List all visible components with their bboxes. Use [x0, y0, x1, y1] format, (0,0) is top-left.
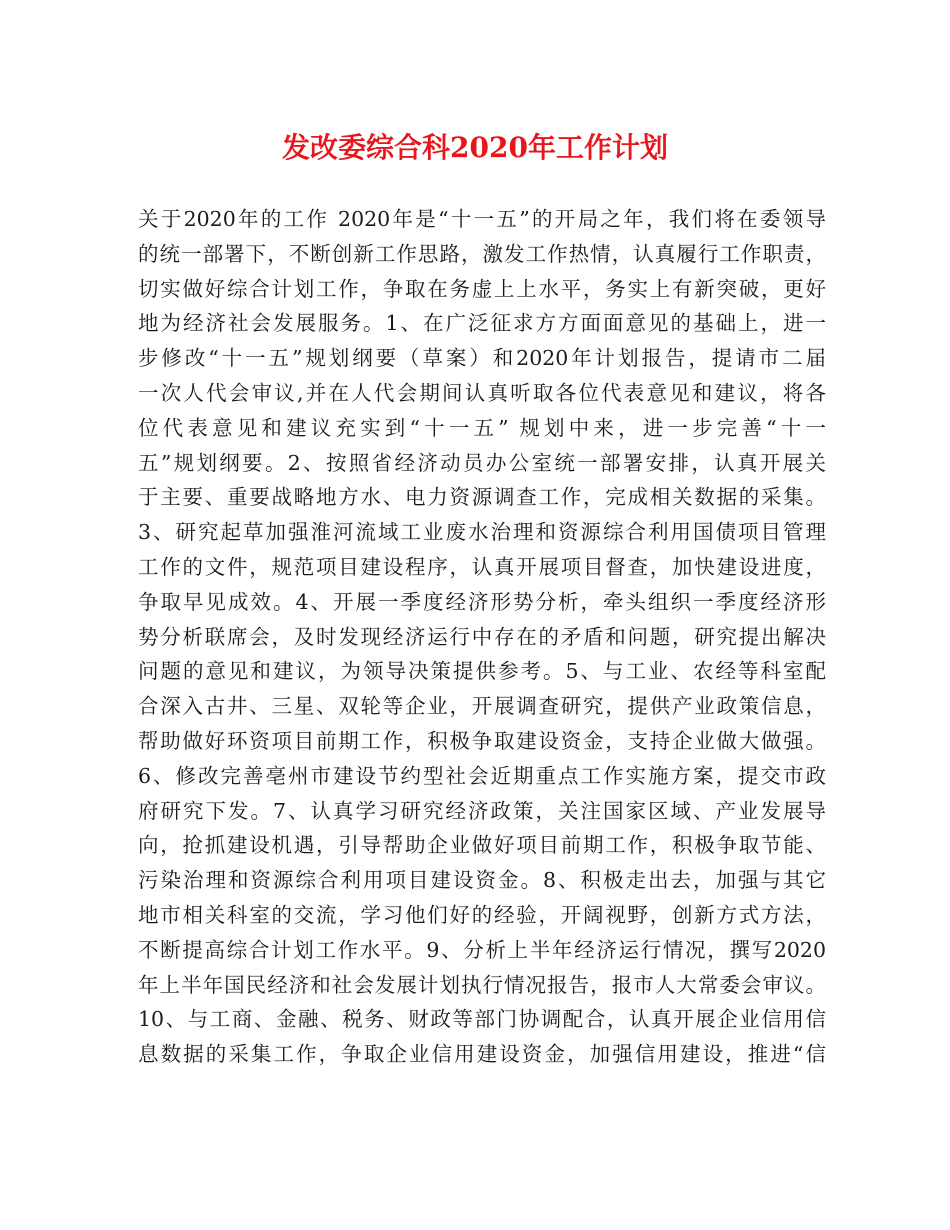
body-text-line: 息数据的采集工作，争取企业信用建设资金，加强信用建设，推进“信: [138, 1042, 826, 1067]
body-text-line: 地为经济社会发展服务。1、在广泛征求方方面面意见的基础上，进一: [138, 311, 826, 336]
body-text-line: 地市相关科室的交流，学习他们好的经验，开阔视野，创新方式方法，: [138, 902, 826, 927]
body-text-line: 的统一部署下，不断创新工作思路，激发工作热情，认真履行工作职责，: [138, 241, 826, 266]
body-text-line: 步修改“十一五”规划纲要（草案）和2020年计划报告，提请市二届: [138, 346, 826, 371]
body-text-line: 于主要、重要战略地方水、电力资源调查工作，完成相关数据的采集。: [138, 485, 826, 510]
body-text-line: 切实做好综合计划工作，争取在务虚上上水平，务实上有新突破，更好: [138, 276, 826, 301]
document-body: [138, 202, 826, 1072]
body-text-line: 3、研究起草加强淮河流域工业废水治理和资源综合利用国债项目管理: [138, 520, 826, 545]
body-text-line: 府研究下发。7、认真学习研究经济政策，关注国家区域、产业发展导: [138, 798, 826, 823]
body-text-line: 位代表意见和建议充实到“十一五” 规划中来，进一步完善“十一: [138, 415, 826, 440]
body-text-line: 年上半年国民经济和社会发展计划执行情况报告，报市人大常委会审议。: [138, 972, 826, 997]
body-text-line: 向，抢抓建设机遇，引导帮助企业做好项目前期工作，积极争取节能、: [138, 833, 826, 858]
body-text-line: 不断提高综合计划工作水平。9、分析上半年经济运行情况，撰写2020: [138, 937, 826, 962]
body-text-line: 6、修改完善亳州市建设节约型社会近期重点工作实施方案，提交市政: [138, 763, 826, 788]
document-title: 发改委综合科2020年工作计划: [282, 131, 668, 164]
body-text-line: 合深入古井、三星、双轮等企业，开展调查研究，提供产业政策信息，: [138, 694, 826, 719]
body-text-line: 工作的文件，规范项目建设程序，认真开展项目督查，加快建设进度，: [138, 554, 826, 579]
body-text-line: 帮助做好环资项目前期工作，积极争取建设资金，支持企业做大做强。: [138, 728, 826, 753]
body-text-line: 争取早见成效。4、开展一季度经济形势分析，牵头组织一季度经济形: [138, 589, 826, 614]
body-text-line: 问题的意见和建议，为领导决策提供参考。5、与工业、农经等科室配: [138, 659, 826, 684]
body-text-line: 10、与工商、金融、税务、财政等部门协调配合，认真开展企业信用信: [138, 1007, 826, 1032]
body-text-line: 一次人代会审议,并在人代会期间认真听取各位代表意见和建议，将各: [138, 380, 826, 405]
body-text-line: 五”规划纲要。2、按照省经济动员办公室统一部署安排，认真开展关: [138, 450, 826, 475]
body-text-line: 关于2020年的工作 2020年是“十一五”的开局之年，我们将在委领导: [138, 207, 826, 231]
body-text-line: 势分析联席会，及时发现经济运行中存在的矛盾和问题，研究提出解决: [138, 624, 826, 649]
body-text-line: 污染治理和资源综合利用项目建设资金。8、积极走出去，加强与其它: [138, 868, 826, 893]
